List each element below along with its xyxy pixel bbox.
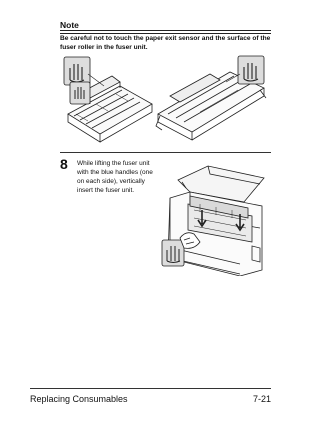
note-title: Note — [60, 20, 79, 30]
footer-page-number: 7-21 — [252, 394, 271, 404]
note-text: Be careful not to touch the paper exit sensor and the surface of the fuser roller in the fuser unit. — [60, 35, 271, 51]
insert-fuser-illustration — [160, 158, 272, 276]
no-touch-hand-icon — [64, 57, 90, 85]
fuser-unit-illustration — [60, 52, 272, 148]
section-separator — [60, 152, 271, 153]
no-touch-hand-icon — [70, 82, 90, 104]
step-text: While lifting the fuser unit with the blue handles (one on each side), vertically insert the fuser unit. — [77, 160, 153, 194]
footer-section-title: Replacing Consumables — [30, 394, 128, 404]
footer-rule — [30, 388, 271, 389]
note-rule-thick — [60, 30, 271, 31]
no-touch-hand-icon — [162, 240, 184, 266]
step-number: 8 — [60, 156, 68, 172]
no-touch-hand-icon — [238, 56, 264, 84]
